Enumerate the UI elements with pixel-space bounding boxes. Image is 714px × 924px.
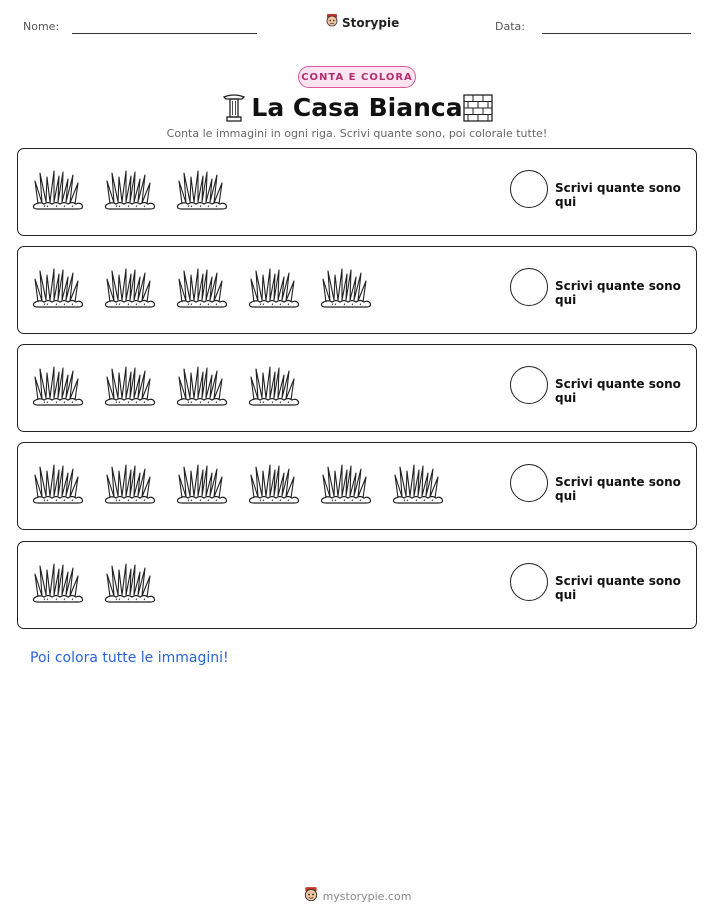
grass-tuft-icon	[102, 560, 158, 606]
grass-tuft-icon	[102, 167, 158, 213]
grass-tuft-icon	[102, 461, 158, 507]
grass-tuft-icon	[318, 461, 374, 507]
grass-tuft-icon	[390, 461, 446, 507]
answer-circle[interactable]	[510, 268, 548, 306]
grass-tuft-icon	[30, 265, 86, 311]
grass-tuft-icon	[30, 167, 86, 213]
page-title: La Casa Bianca	[251, 93, 463, 122]
answer-circle[interactable]	[510, 170, 548, 208]
grass-tuft-icon	[30, 560, 86, 606]
grass-tuft-icon	[246, 461, 302, 507]
instructions: Conta le immagini in ogni riga. Scrivi quante sono, poi colorale tutte!	[166, 127, 548, 140]
grass-tuft-icon	[102, 363, 158, 409]
name-label: Nome:	[23, 20, 60, 33]
grass-tuft-icon	[318, 265, 374, 311]
count-row	[17, 148, 697, 236]
count-row	[17, 246, 697, 334]
coloring-note: Poi colora tutte le immagini!	[30, 650, 229, 666]
grass-tuft-icon	[102, 265, 158, 311]
row-items	[30, 461, 446, 507]
row-items	[30, 167, 230, 213]
storypie-mascot-icon	[303, 886, 319, 907]
brand-logo	[325, 13, 399, 32]
storypie-mascot-icon	[325, 13, 339, 32]
answer-label: Scrivi quante sono qui	[555, 279, 681, 307]
brick-wall-icon	[463, 94, 493, 126]
grass-tuft-icon	[246, 363, 302, 409]
date-label: Data:	[495, 20, 525, 33]
row-items	[30, 363, 302, 409]
grass-tuft-icon	[174, 461, 230, 507]
answer-label: Scrivi quante sono qui	[555, 574, 681, 602]
date-line[interactable]	[542, 33, 691, 34]
grass-tuft-icon	[30, 363, 86, 409]
count-row	[17, 344, 697, 432]
count-row	[17, 442, 697, 530]
footer-url: mystorypie.com	[322, 890, 412, 903]
count-row	[17, 541, 697, 629]
brand-name: Storypie	[342, 15, 400, 30]
answer-label: Scrivi quante sono qui	[555, 475, 681, 503]
answer-label: Scrivi quante sono qui	[555, 181, 681, 209]
grass-tuft-icon	[174, 167, 230, 213]
name-line[interactable]	[72, 33, 257, 34]
row-items	[30, 560, 158, 606]
activity-badge: CONTA E COLORA	[298, 66, 416, 88]
footer	[0, 886, 714, 907]
grass-tuft-icon	[246, 265, 302, 311]
answer-circle[interactable]	[510, 464, 548, 502]
row-items	[30, 265, 374, 311]
grass-tuft-icon	[174, 363, 230, 409]
answer-label: Scrivi quante sono qui	[555, 377, 681, 405]
grass-tuft-icon	[174, 265, 230, 311]
title-row	[0, 90, 714, 126]
answer-circle[interactable]	[510, 366, 548, 404]
answer-circle[interactable]	[510, 563, 548, 601]
grass-tuft-icon	[30, 461, 86, 507]
